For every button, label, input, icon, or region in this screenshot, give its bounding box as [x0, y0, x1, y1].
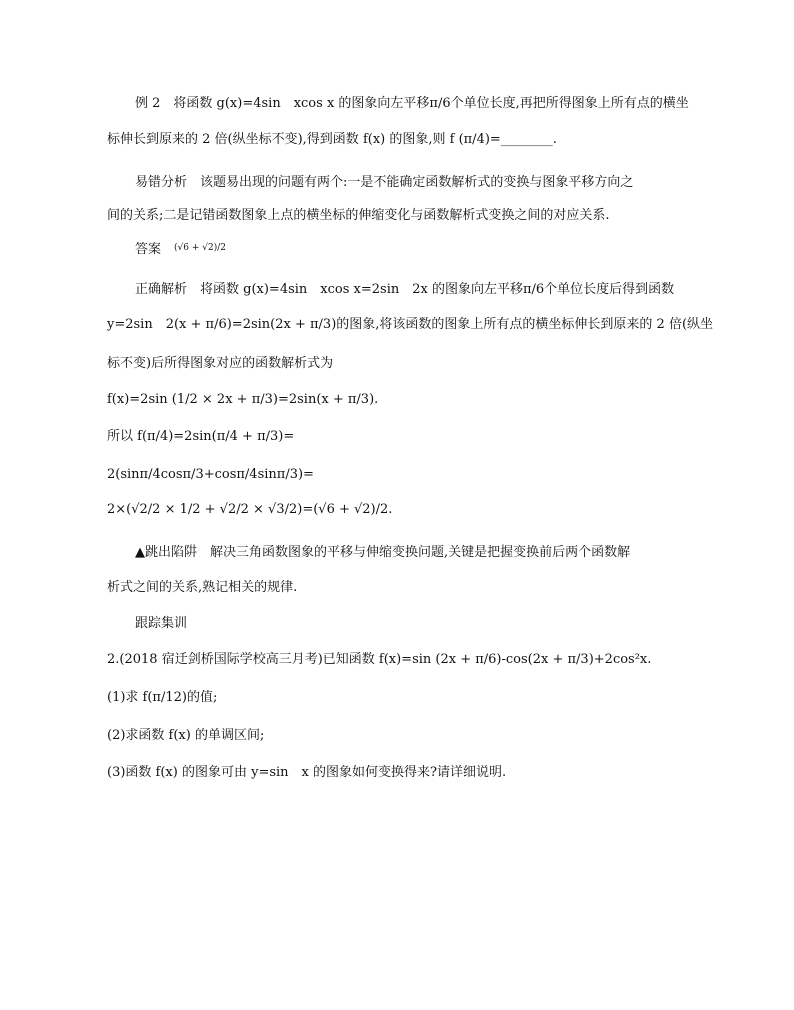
solution-line-6: 2(sinπ/4cosπ/3+cosπ/4sinπ/3)= — [107, 467, 314, 482]
solution-line-1: 正确解析 将函数 g(x)=4sin xcos x=2sin 2x 的图象向左平移π/6个单位长度后得到函数 — [135, 282, 675, 297]
solution-line-7: 2×(√2/2 × 1/2 + √2/2 × √3/2)=(√6 + √2)/2. — [107, 502, 393, 517]
solution-line-2: y=2sin 2(x + π/6)=2sin(2x + π/3)的图象,将该函数的图象上所有点的横坐标伸长到原来的 2 倍(纵坐 — [107, 317, 714, 332]
answer-line — [135, 240, 704, 261]
practice-question: 2.(2018 宿迁剑桥国际学校高三月考)已知函数 f(x)=sin (2x + π/6)-cos(2x + π/3)+2cos²x. — [107, 652, 652, 667]
solution-line-5: 所以 f(π/4)=2sin(π/4 + π/3)= — [107, 429, 295, 444]
practice-title: 跟踪集训 — [135, 616, 188, 631]
trap-line-2: 析式之间的关系,熟记相关的规律. — [107, 580, 298, 595]
trap-line-1: ▲跳出陷阱 解决三角函数图象的平移与伸缩变换问题,关键是把握变换前后两个函数解 — [135, 545, 631, 560]
example-line-2: 标伸长到原来的 2 倍(纵坐标不变),得到函数 f(x) 的图象,则 f (π/4)=________. — [107, 132, 557, 147]
answer-label: 答案 — [135, 242, 162, 257]
solution-line-4: f(x)=2sin (1/2 × 2x + π/3)=2sin(x + π/3). — [107, 392, 379, 407]
practice-subquestion-2: (2)求函数 f(x) 的单调区间; — [107, 728, 265, 743]
practice-subquestion-3: (3)函数 f(x) 的图象可由 y=sin x 的图象如何变换得来?请详细说明. — [107, 765, 507, 780]
error-analysis-line-1: 易错分析 该题易出现的问题有两个:一是不能确定函数解析式的变换与图象平移方向之 — [135, 175, 634, 190]
example-line-1: 例 2 将函数 g(x)=4sin xcos x 的图象向左平移π/6个单位长度,再把所得图象上所有点的横坐 — [135, 96, 689, 111]
answer-value: (√6 + √2)/2 — [174, 243, 226, 253]
practice-subquestion-1: (1)求 f(π/12)的值; — [107, 690, 218, 705]
error-analysis-line-2: 间的关系;二是记错函数图象上点的横坐标的伸缩变化与函数解析式变换之间的对应关系. — [107, 208, 610, 223]
solution-line-3: 标不变)后所得图象对应的函数解析式为 — [107, 356, 334, 371]
